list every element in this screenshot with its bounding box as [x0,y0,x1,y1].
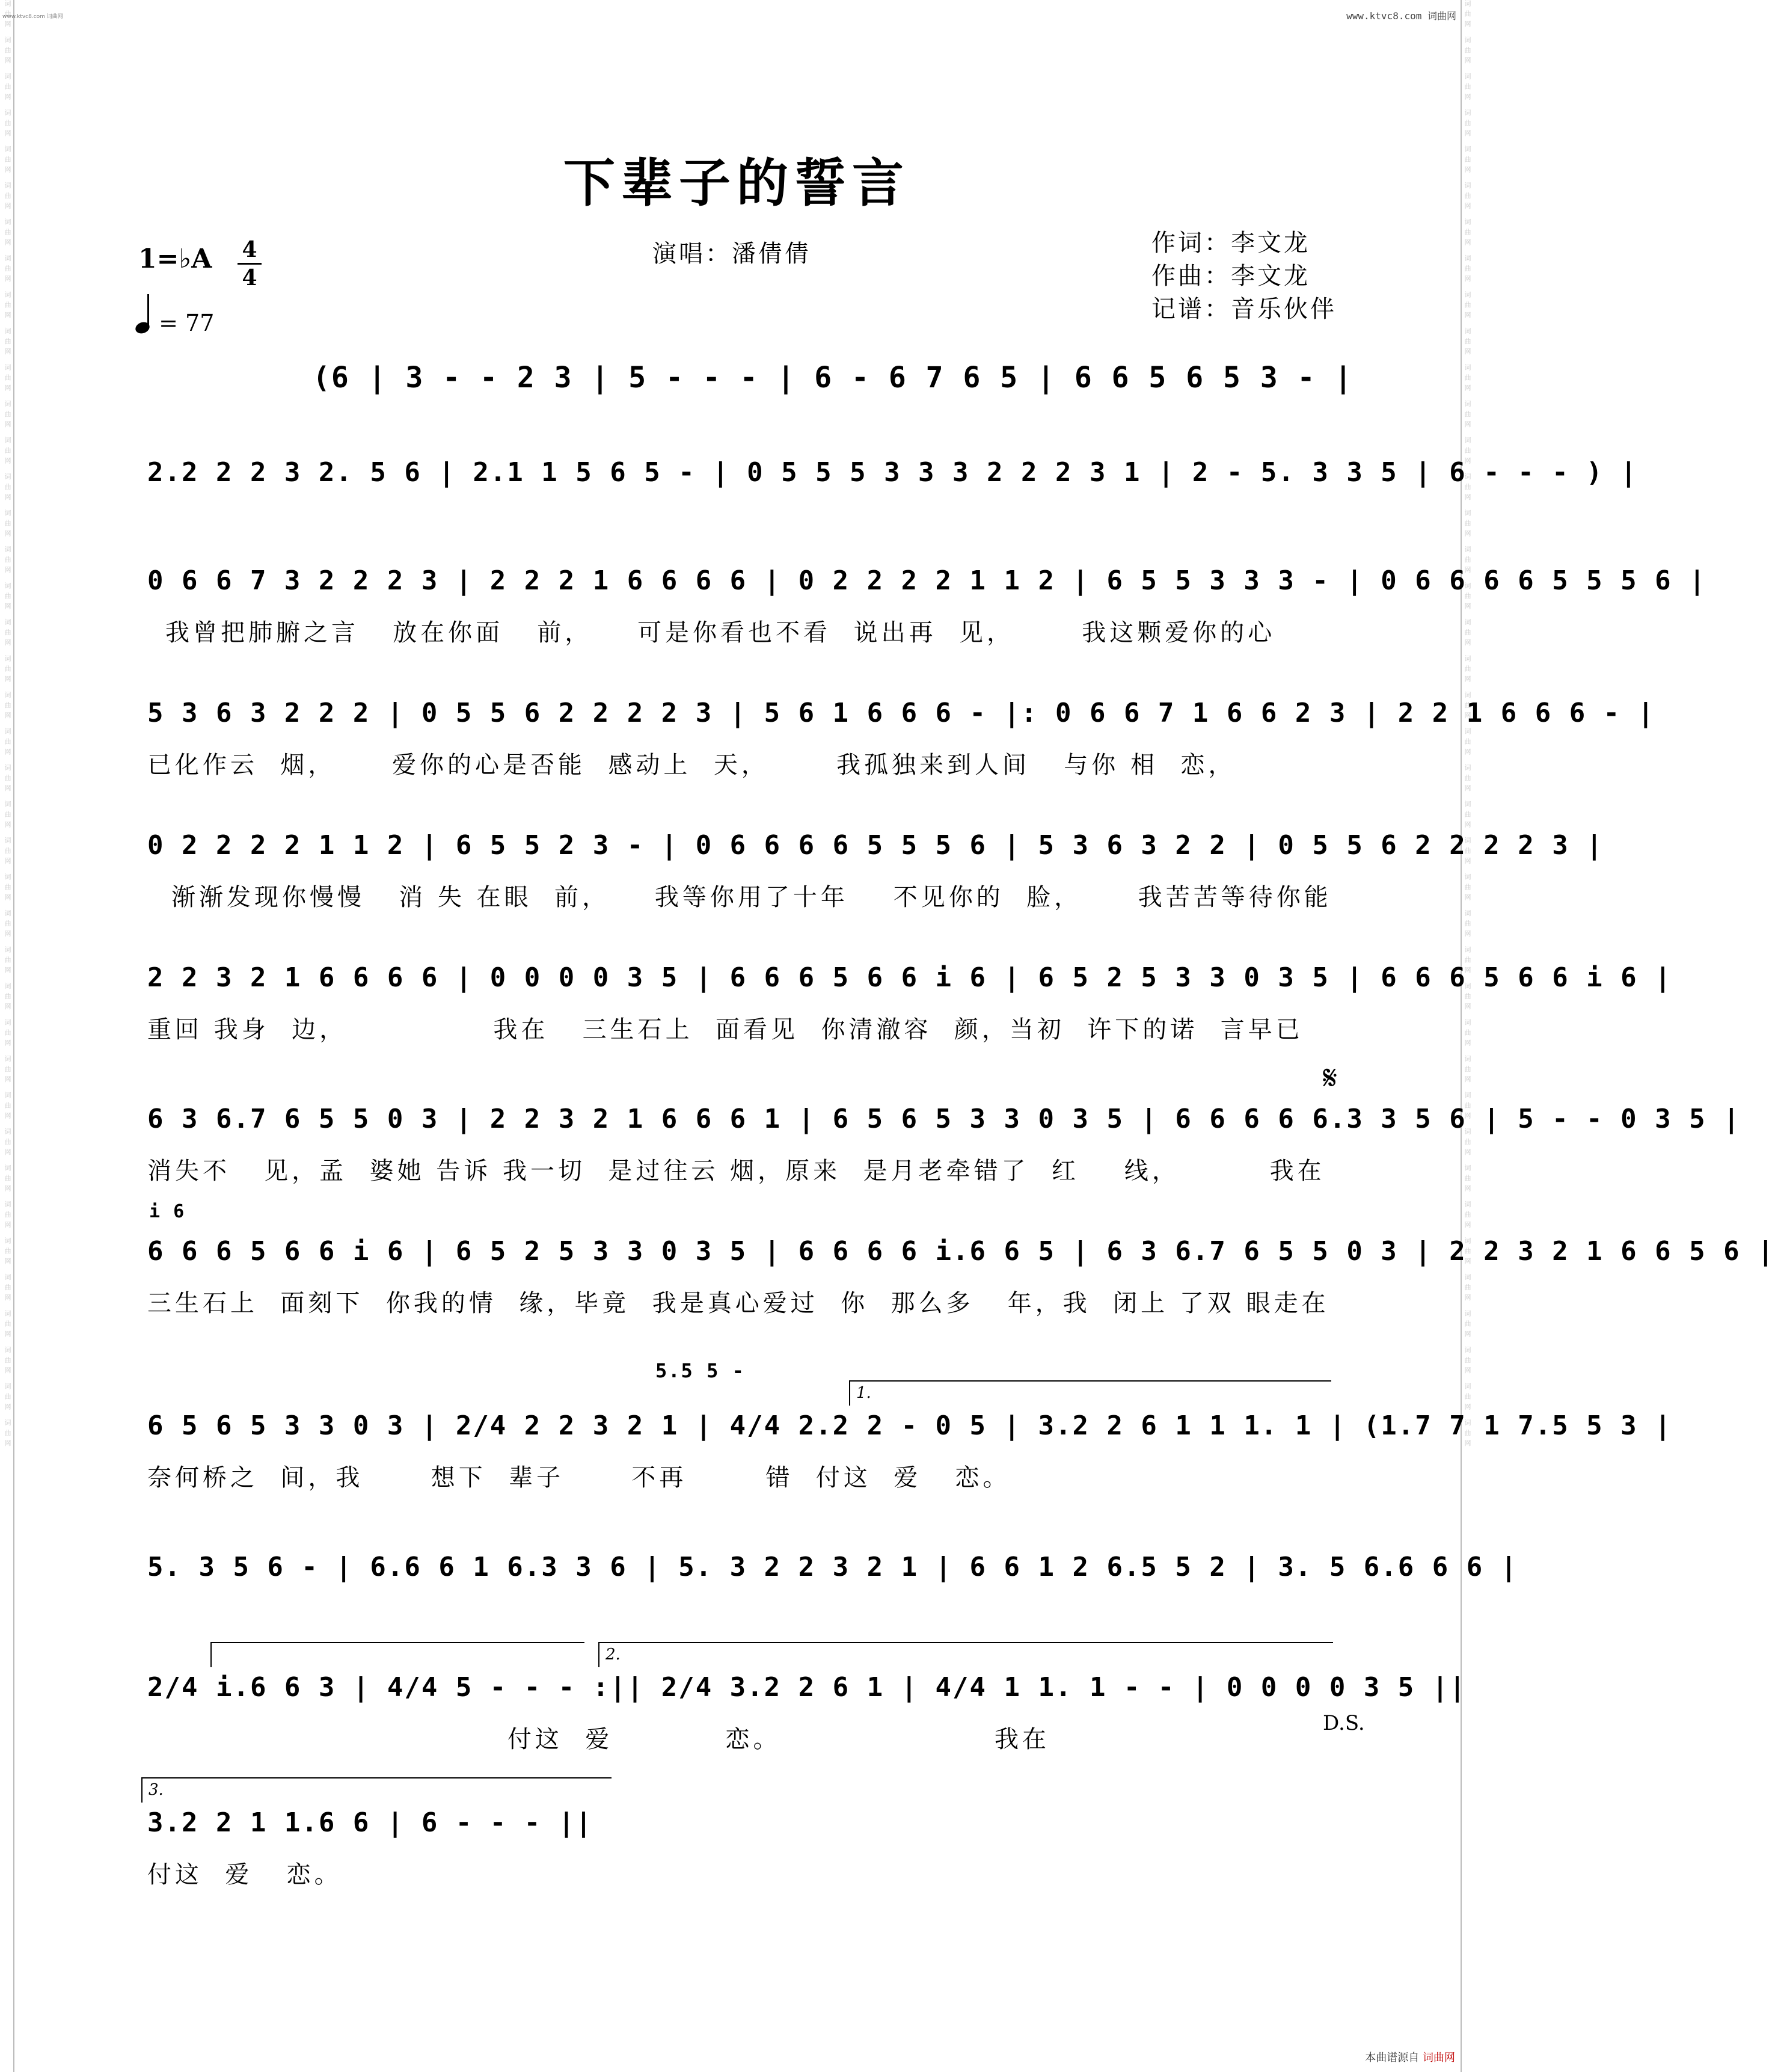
system-1-notes: (6 | 3 - - 2 3 | 5 - - - | 6 - 6 7 6 5 | 6 6 5 6 5 3 - | [313,361,1353,395]
volta-3-bracket [141,1777,612,1803]
system-12-lyrics: 付这 爱 恋。 [147,1861,342,1889]
system-8-notes: 6 6 6 5 6 6 i 6 | 6 5 2 5 3 3 0 3 5 | 6 6 6 6 i.6 6 5 | 6 3 6.7 6 5 5 0 3 | 2 2 3 2 1 6 6 5 6 | [147,1236,1775,1267]
time-signature-bottom: 4 [242,265,257,291]
footer-brand-name: 词曲网 [1423,2052,1455,2064]
system-9-notes: 6 5 6 5 3 3 0 3 | 2/4 2 2 3 2 1 | 4/4 2.2 2 - 0 5 | 3.2 2 6 1 1 1. 1 | (1.7 7 1 7.5 5 3 | [147,1410,1672,1441]
footer-brand [1365,2049,1455,2065]
system-7-notes: 6 3 6.7 6 5 5 0 3 | 2 2 3 2 1 6 6 6 1 | 6 5 6 5 3 3 0 3 5 | 6 6 6 6 6.3 3 5 6 | 5 - - 0 3 5 | [147,1104,1741,1134]
composer-credit: 作曲：李文龙 [1151,262,1310,290]
system-9-lyrics: 奈何桥之 间，我 想下 辈子 不再 错 付这 爱 恋。 [147,1464,1011,1492]
system-6-lyrics: 重回 我身 边， 我在 三生石上 面看见 你清澈容 颜，当初 许下的诺 言早已 [147,1016,1304,1044]
volta-2-bracket [598,1642,1333,1667]
system-5-notes: 0 2 2 2 2 1 1 2 | 6 5 5 2 3 - | 0 6 6 6 6 5 5 5 6 | 5 3 6 3 2 2 | 0 5 5 6 2 2 2 2 3 | [147,830,1604,861]
song-title: 下辈子的誓言 [563,153,910,214]
volta-1-bracket [849,1380,1331,1406]
system-4-lyrics: 已化作云 烟， 爱你的心是否能 感动上 天， 我孤独来到人间 与你 相 恋， [147,751,1236,779]
system-12-notes: 3.2 2 1 1.6 6 | 6 - - - || [147,1807,593,1838]
lyricist-credit: 作词：李文龙 [1151,229,1310,257]
system-3-notes: 0 6 6 7 3 2 2 2 3 | 2 2 2 1 6 6 6 6 | 0 2 2 2 2 1 1 2 | 6 5 5 3 3 3 - | 0 6 6 6 6 5 5 5 6 | [147,565,1706,596]
footer-source-label: 本曲谱源自 [1365,2052,1420,2064]
segno-icon: 𝄋 [1323,1059,1338,1098]
transcriber-credit: 记谱：音乐伙伴 [1151,295,1337,323]
time-signature-top: 4 [242,237,257,262]
right-watermark-strip: 词曲网 词曲网 词曲网 词曲网 词曲网 词曲网 词曲网 词曲网 词曲网 词曲网 词曲网 词曲网 词曲网 词曲网 词曲网 词曲网 词曲网 词曲网 词曲网 词曲网 词曲网 词曲网 词曲网 词曲网 词曲网 词曲网 词曲网 词曲网 词曲网 词曲网 词曲网 词曲网 词曲网 词曲网 词曲网 词曲网 词曲网 词曲网 词曲网 词曲网 [1464,0,1471,1450]
system-7-lyrics: 消失不 见，孟 婆她 告诉 我一切 是过往云 烟，原来 是月老牵错了 红 线， 我在 [147,1157,1325,1185]
ossia-measure: 5.5 5 - [655,1359,745,1382]
tempo-marking [135,304,214,336]
repeat-bracket [210,1642,584,1667]
system-6-notes: 2 2 3 2 1 6 6 6 6 | 0 0 0 0 3 5 | 6 6 6 5 6 6 i 6 | 6 5 2 5 3 3 0 3 5 | 6 6 6 5 6 6 i 6 | [147,962,1672,993]
system-5-lyrics: 渐渐发现你慢慢 消 失 在眼 前， 我等你用了十年 不见你的 脸， 我苦苦等待你能 [171,884,1332,911]
time-signature [238,238,262,290]
ds-marking: D.S. [1323,1711,1365,1735]
system-8-lyrics: 三生石上 面刻下 你我的情 缘，毕竟 我是真心爱过 你 那么多 年，我 闭上 了双 眼走在 [147,1290,1329,1317]
top-left-site-mark: www.ktvc8.com 词曲网 [2,14,63,20]
system-11-lyrics: 付这 爱 恋。 我在 [147,1726,1050,1753]
ossia-i6: i 6 [149,1201,186,1222]
system-4-notes: 5 3 6 3 2 2 2 | 0 5 5 6 2 2 2 2 3 | 5 6 1 6 6 6 - |: 0 6 6 7 1 6 6 2 3 | 2 2 1 6 6 6 - | [147,698,1655,728]
volta-3-label: 3. [149,1781,164,1799]
key-signature: 1=♭A [138,244,212,274]
singer-credit: 演唱：潘倩倩 [652,240,811,268]
top-right-site-url: www.ktvc8.com 词曲网 [1346,10,1456,22]
system-3-lyrics: 我曾把肺腑之言 放在你面 前， 可是你看也不看 说出再 见， 我这颗爱你的心 [165,619,1276,647]
left-watermark-strip: 词曲网 词曲网 词曲网 词曲网 词曲网 词曲网 词曲网 词曲网 词曲网 词曲网 词曲网 词曲网 词曲网 词曲网 词曲网 词曲网 词曲网 词曲网 词曲网 词曲网 词曲网 词曲网 词曲网 词曲网 词曲网 词曲网 词曲网 词曲网 词曲网 词曲网 词曲网 词曲网 词曲网 词曲网 词曲网 词曲网 词曲网 词曲网 词曲网 词曲网 [4,0,11,1450]
system-2-notes: 2.2 2 2 3 2. 5 6 | 2.1 1 5 6 5 - | 0 5 5 5 3 3 3 2 2 2 3 1 | 2 - 5. 3 3 5 | 6 - - - ) | [147,457,1638,488]
system-10-notes: 5. 3 5 6 - | 6.6 6 1 6.3 3 6 | 5. 3 2 2 3 2 1 | 6 6 1 2 6.5 5 2 | 3. 5 6.6 6 6 | [147,1552,1518,1582]
tempo-value: = 77 [159,310,215,336]
system-11-notes: 2/4 i.6 6 3 | 4/4 5 - - - :|| 2/4 3.2 2 6 1 | 4/4 1 1. 1 - - | 0 0 0 0 3 5 || [147,1672,1467,1703]
volta-2-label: 2. [605,1646,621,1664]
volta-1-label: 1. [856,1384,871,1402]
